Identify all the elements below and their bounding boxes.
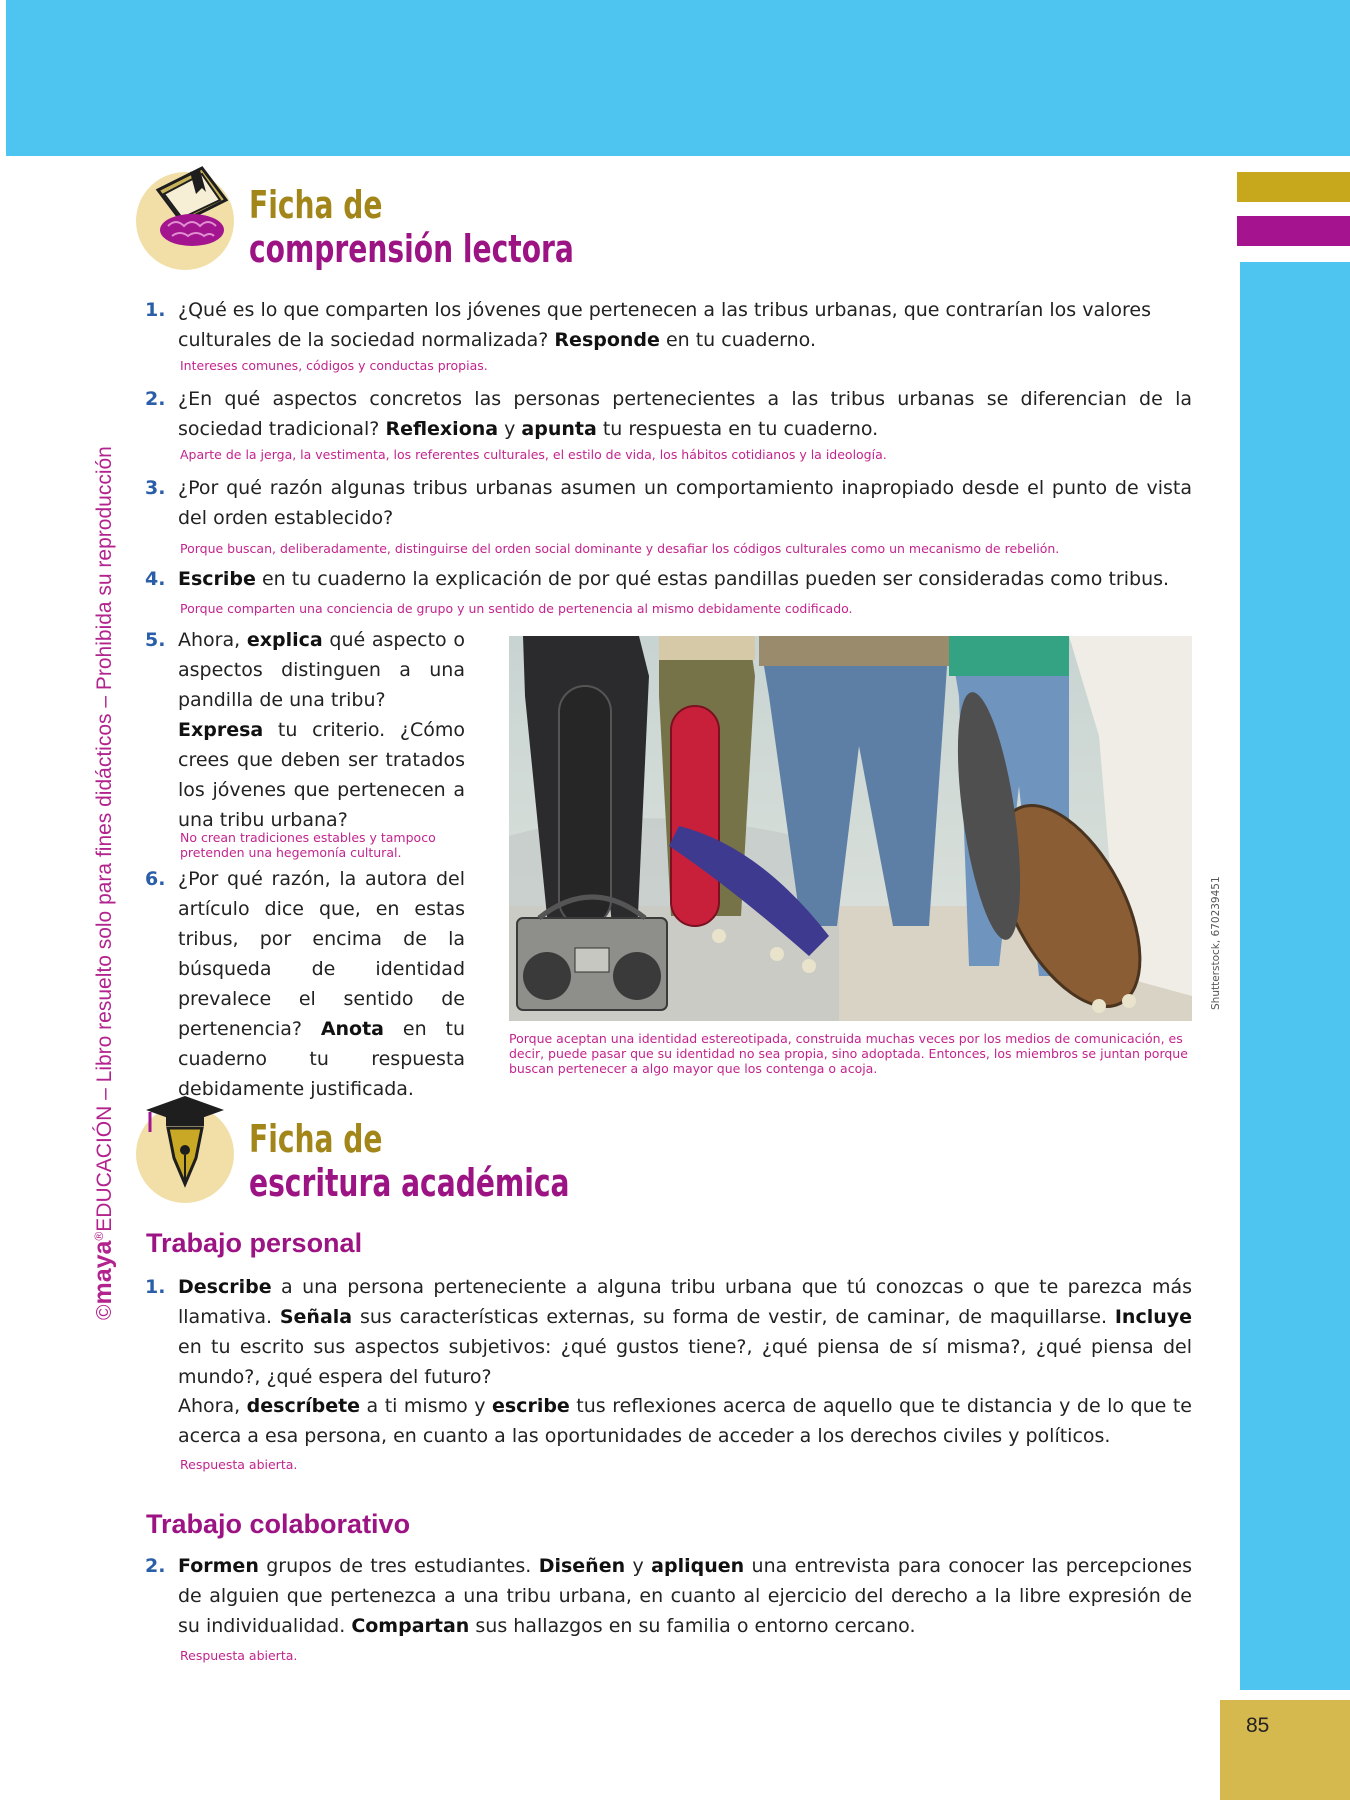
keyword: explica [246, 629, 323, 651]
title-line-1: Ficha de [249, 183, 383, 227]
question-5 [145, 625, 465, 835]
top-header-band [0, 0, 1350, 156]
task-text: Ahora, [178, 1395, 247, 1417]
answer-personal: Respuesta abierta. [180, 1457, 298, 1472]
question-number: 4. [145, 568, 166, 590]
keyword: Compartan [351, 1615, 470, 1637]
photo-credit: Shutterstock, 670239451 [1210, 876, 1222, 1010]
brand-name: maya [89, 1240, 117, 1305]
keyword: Describe [178, 1276, 272, 1298]
personal-task-1-part-2 [178, 1391, 1192, 1451]
gold-tab [1237, 172, 1350, 202]
collab-task-2 [145, 1551, 1193, 1641]
personal-task-1 [145, 1272, 1193, 1392]
keyword: apunta [521, 418, 597, 440]
personal-work-heading: Trabajo personal [146, 1228, 363, 1258]
question-text: ¿Por qué razón, la autora del artículo dice que, en estas tribus, por encima de la búsqueda de identidad prevalece el sentido de pertenencia? [178, 868, 465, 1040]
answer-1: Intereses comunes, códigos y conductas propias. [180, 358, 488, 373]
question-2 [145, 384, 1192, 444]
section-title-writing [249, 1117, 569, 1205]
keyword: Responde [554, 329, 660, 351]
task-text: sus hallazgos en su familia o entorno cercano. [469, 1615, 916, 1637]
question-number: 5. [145, 629, 166, 651]
keyword: Diseñen [538, 1555, 626, 1577]
keyword: Escribe [178, 568, 256, 590]
keyword: Reflexiona [385, 418, 499, 440]
brain-book-icon [150, 160, 234, 252]
question-text: ¿Qué es lo que comparten los jóvenes que pertenecen a las tribus urbanas, que contrarían los valores culturales de la sociedad normalizada? [178, 299, 1151, 351]
section-title-reading [249, 183, 574, 271]
keyword: Expresa [178, 719, 264, 741]
task-text: una entrevista para conocer las percepciones de alguien que pertenezca a una tribu urbana, en cuanto al ejercicio del derecho a la libre expresión de su individualidad. [178, 1555, 1193, 1637]
question-number: 2. [145, 1555, 166, 1577]
task-text: tus reflexiones acerca de aquello que te distancia y de lo que te acerca a esa persona, en cuanto a las oportunidades de acceder a los derechos civiles y políticos. [178, 1395, 1192, 1447]
answer-6: Porque aceptan una identidad estereotipada, construida muchas veces por los medios de comunicación, es decir, puede pasar que su identidad no sea propia, sino adoptada. Entonces, los miembros se juntan porque buscan pertenecer a algo mayor que los contenga o acoja. [509, 1031, 1188, 1076]
question-3 [145, 473, 1192, 533]
title-line-1: Ficha de [249, 1117, 383, 1161]
keyword: Formen [178, 1555, 259, 1577]
task-text: sus características externas, su forma de vestir, de caminar, de maquillarse. [352, 1306, 1115, 1328]
copyright-text: EDUCACIÓN – Libro resuelto solo para fines didácticos – Prohibida su reproducción [93, 446, 116, 1232]
keyword: Señala [279, 1306, 353, 1328]
page-number: 85 [1246, 1714, 1270, 1737]
task-text: y [625, 1555, 652, 1577]
question-text-end: tu respuesta en tu cuaderno. [596, 418, 879, 440]
keyword: Incluye [1114, 1306, 1193, 1328]
copyright-notice [89, 446, 118, 1320]
question-text-start: Ahora, [178, 629, 247, 651]
question-number: 6. [145, 868, 166, 890]
task-text: a ti mismo y [360, 1395, 492, 1417]
question-text-mid: y [498, 418, 522, 440]
question-4 [145, 564, 1192, 594]
page-number-box [1220, 1700, 1350, 1800]
task-text: grupos de tres estudiantes. [258, 1555, 539, 1577]
question-number: 2. [145, 388, 166, 410]
keyword: apliquen [651, 1555, 745, 1577]
question-text: ¿Por qué razón algunas tribus urbanas asumen un comportamiento inapropiado desde el punto de vista del orden establecido? [178, 477, 1192, 529]
answer-5: No crean tradiciones estables y tampoco pretenden una hegemonía cultural. [180, 830, 436, 860]
keyword: descríbete [246, 1395, 361, 1417]
keyword: Anota [320, 1018, 385, 1040]
answer-2: Aparte de la jerga, la vestimenta, los referentes culturales, el estilo de vida, los hábitos cotidianos y la ideología. [180, 447, 887, 462]
question-text-end: tu criterio. ¿Cómo crees que deben ser tratados los jóvenes que pertenecen a una tribu urbana? [178, 719, 465, 831]
question-text: en tu cuaderno la explicación de por qué estas pandillas pueden ser consideradas como tribus. [255, 568, 1170, 590]
task-text: en tu escrito sus aspectos subjetivos: ¿qué gustos tiene?, ¿qué piensa de sí misma?, ¿qué piensa del mundo?, ¿qué espera del futuro? [178, 1336, 1192, 1388]
question-6 [145, 864, 465, 1104]
question-text-end: en tu cuaderno. [659, 329, 816, 351]
task-text: a una persona perteneciente a alguna tribu urbana que tú conozcas o que te parezca más llamativa. [178, 1276, 1192, 1328]
collaborative-work-heading: Trabajo colaborativo [146, 1509, 411, 1539]
copyright-symbol: © [93, 1304, 116, 1320]
question-1 [145, 295, 1192, 355]
answer-3: Porque buscan, deliberadamente, distinguirse del orden social dominante y desafiar los códigos culturales como un mecanismo de rebelión. [180, 541, 1060, 556]
question-text: qué aspecto o aspectos distinguen a una pandilla de una tribu? [178, 629, 465, 711]
question-text-end: en tu cuaderno tu respuesta debidamente justificada. [178, 1018, 465, 1100]
title-line-2: escritura académica [249, 1161, 570, 1205]
answer-collab: Respuesta abierta. [180, 1648, 298, 1663]
band-edge [0, 0, 6, 160]
graduation-pen-icon [140, 1092, 230, 1192]
magenta-tab [1237, 216, 1350, 246]
skateboard-photo [509, 636, 1192, 1021]
question-number: 3. [145, 477, 166, 499]
title-line-2: comprensión lectora [249, 227, 574, 271]
question-number: 1. [145, 1276, 166, 1298]
question-number: 1. [145, 299, 166, 321]
right-margin-strip [1240, 262, 1350, 1690]
answer-4: Porque comparten una conciencia de grupo y un sentido de pertenencia al mismo debidamente codificado. [180, 601, 853, 616]
question-text: ¿En qué aspectos concretos las personas pertenecientes a las tribus urbanas se diferencian de la sociedad tradicional? [178, 388, 1192, 440]
registered-mark: ® [92, 1231, 106, 1241]
keyword: escribe [491, 1395, 570, 1417]
photo-illustration [509, 636, 1192, 1021]
